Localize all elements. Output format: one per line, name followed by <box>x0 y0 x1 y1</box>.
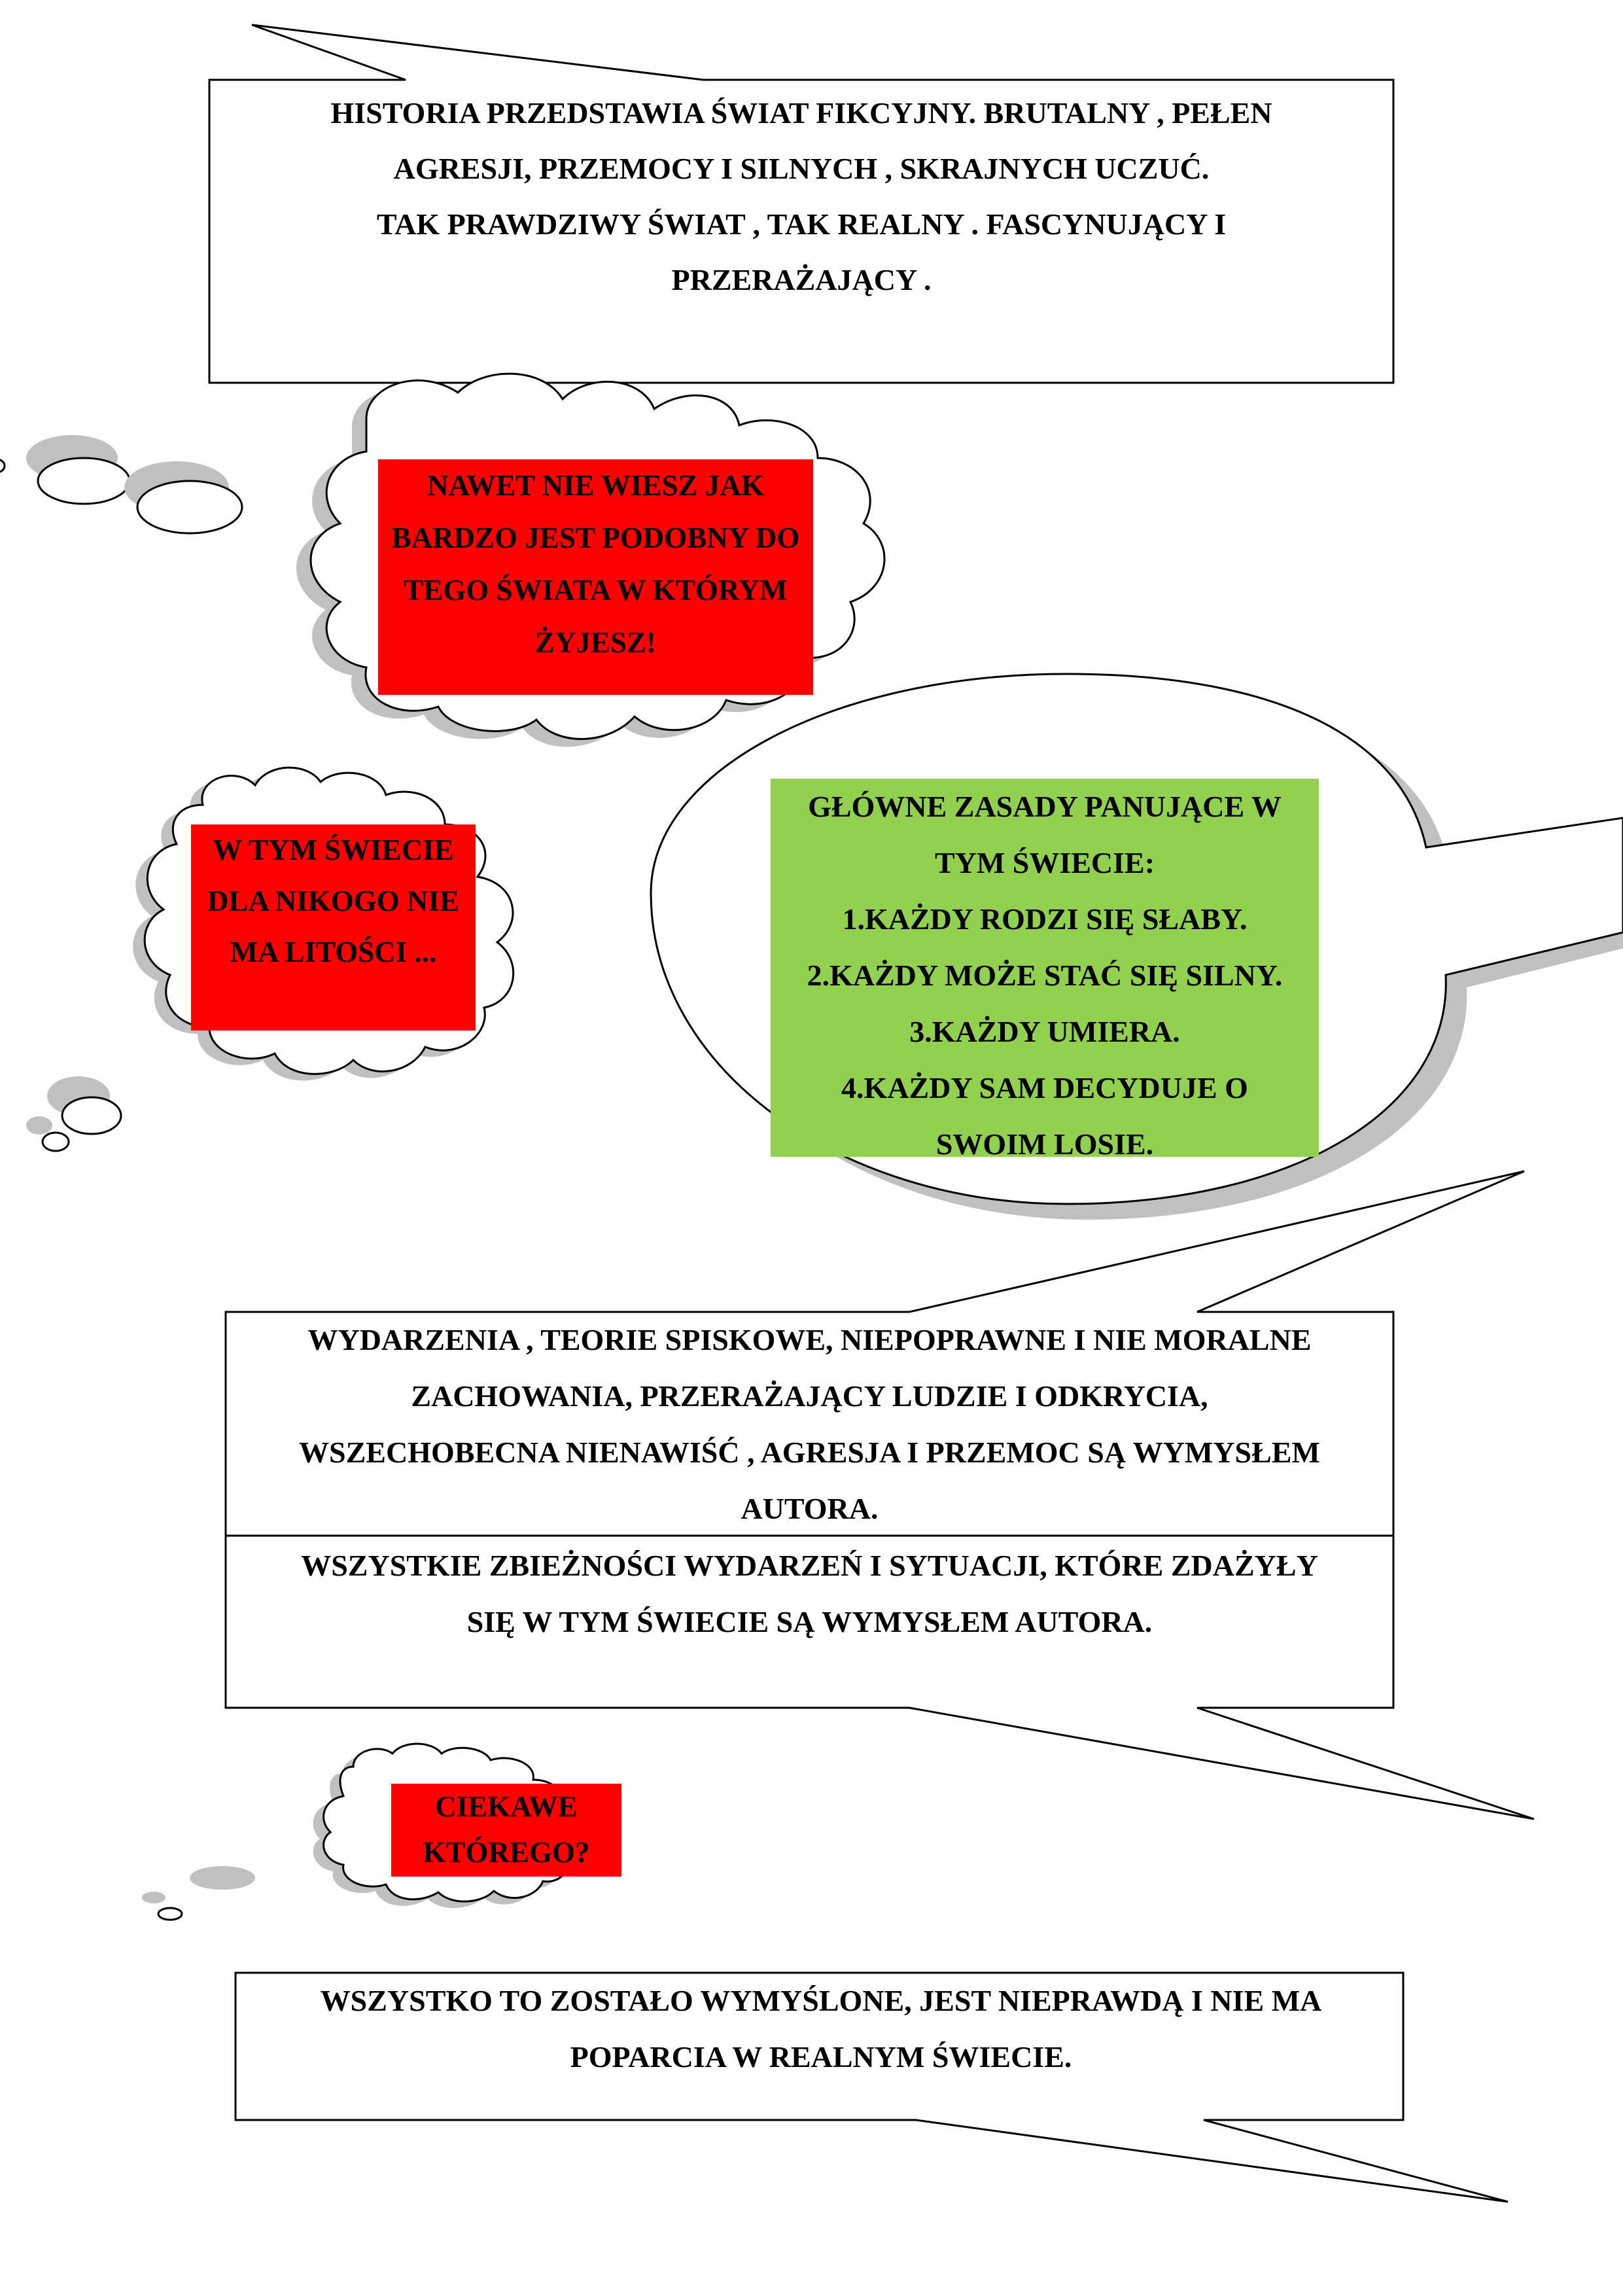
similar-line-1: NAWET NIE WIESZ JAK <box>427 469 764 502</box>
rules-line-2: TYM ŚWIECIE: <box>934 846 1155 879</box>
disclaimer1-line-2: ZACHOWANIA, PRZERAŻAJĄCY LUDZIE I ODKRYCIA, <box>411 1379 1208 1413</box>
disclaimer-part-2 <box>226 1538 1393 1650</box>
curious-line-2: KTÓREGO? <box>423 1836 590 1869</box>
intro-line-1: HISTORIA PRZEDSTAWIA ŚWIAT FIKCYJNY. BRUTALNY , PEŁEN <box>330 96 1272 130</box>
final-line-1: WSZYSTKO TO ZOSTAŁO WYMYŚLONE, JEST NIEPRAWDĄ I NIE MA <box>320 1984 1322 2017</box>
thought-mercy-box <box>191 824 476 1031</box>
disclaimer1-line-4: AUTORA. <box>741 1492 879 1525</box>
similar-line-2: BARDZO JEST PODOBNY DO <box>391 521 800 554</box>
thought-similar-box <box>378 459 813 695</box>
rules-line-5: 3.KAŻDY UMIERA. <box>909 1015 1180 1048</box>
callout-intro-text <box>216 85 1387 308</box>
similar-line-3: TEGO ŚWIATA W KTÓRYM <box>404 574 788 607</box>
disclaimer2-line-2: SIĘ W TYM ŚWIECIE SĄ WYMYSŁEM AUTORA. <box>466 1605 1153 1638</box>
thought-curious-box <box>391 1784 621 1877</box>
curious-line-1: CIEKAWE <box>435 1790 578 1823</box>
rules-line-1: GŁÓWNE ZASADY PANUJĄCE W <box>808 790 1282 823</box>
rules-line-3: 1.KAŻDY RODZI SIĘ SŁABY. <box>842 902 1248 936</box>
intro-line-2: AGRESJI, PRZEMOCY I SILNYCH , SKRAJNYCH UCZUĆ. <box>393 152 1210 185</box>
disclaimer2-line-1: WSZYSTKIE ZBIEŻNOŚCI WYDARZEŃ I SYTUACJI, KTÓRE ZDAŻYŁY <box>301 1549 1318 1582</box>
similar-line-4: ŻYJESZ! <box>534 626 657 659</box>
mercy-line-2: DLA NIKOGO NIE <box>207 885 460 917</box>
speech-rules-box <box>771 779 1319 1161</box>
disclaimer1-line-3: WSZECHOBECNA NIENAWIŚĆ , AGRESJA I PRZEMOC SĄ WYMYSŁEM <box>299 1436 1320 1469</box>
callout-final-text <box>236 1973 1406 2085</box>
rules-line-7: SWOIM LOSIE. <box>935 1127 1154 1161</box>
intro-line-3: TAK PRAWDZIWY ŚWIAT , TAK REALNY . FASCYNUJĄCY I <box>376 207 1227 241</box>
rules-line-6: 4.KAŻDY SAM DECYDUJE O <box>841 1071 1248 1104</box>
disclaimer-part-1 <box>226 1312 1393 1537</box>
intro-line-4: PRZERAŻAJĄCY . <box>671 263 932 296</box>
final-line-2: POPARCIA W REALNYM ŚWIECIE. <box>570 2040 1072 2074</box>
mercy-line-1: W TYM ŚWIECIE <box>213 834 454 866</box>
rules-line-4: 2.KAŻDY MOŻE STAĆ SIĘ SILNY. <box>807 959 1283 992</box>
mercy-line-3: MA LITOŚCI ... <box>230 936 437 968</box>
disclaimer1-line-1: WYDARZENIA , TEORIE SPISKOWE, NIEPOPRAWNE I NIE MORALNE <box>307 1323 1312 1356</box>
